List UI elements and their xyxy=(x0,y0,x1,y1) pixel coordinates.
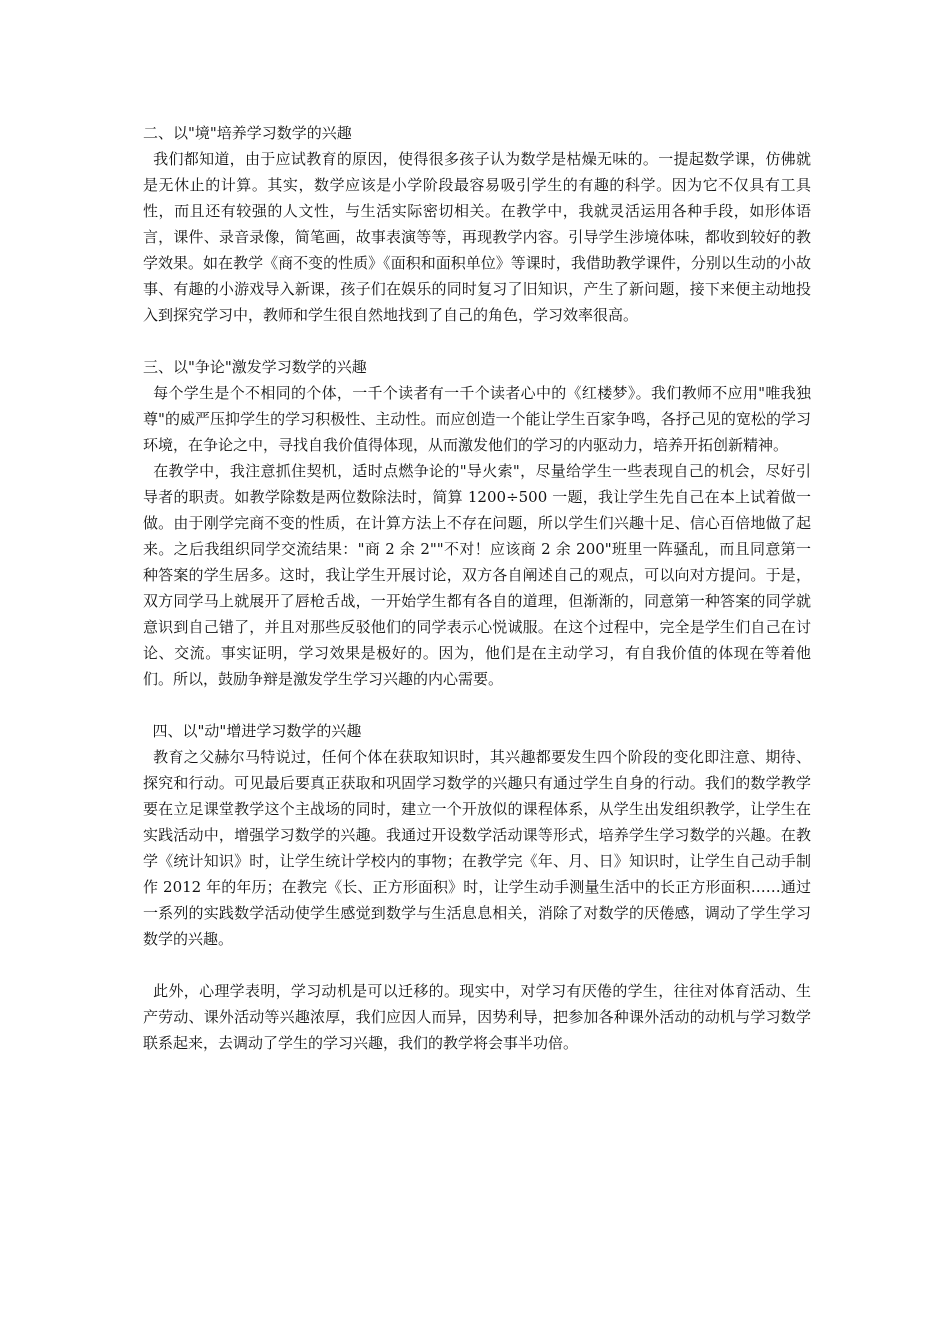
section-zhenglun xyxy=(143,354,811,692)
paragraph-spacer xyxy=(143,328,811,354)
body-paragraph: 教育之父赫尔马特说过，任何个体在获取知识时，其兴趣都要发生四个阶段的变化即注意、期待、探究和行动。可见最后要真正获取和巩固学习数学的兴趣只有通过学生自身的行动。我们的数学教学要在立足课堂教学这个主战场的同时，建立一个开放似的课程体系，从学生出发组织教学，让学生在实践活动中，增强学习数学的兴趣。我通过开设数学活动课等形式，培养学生学习数学的兴趣。在教学《统计知识》时，让学生统计学校内的事物；在教学完《年、月、日》知识时，让学生自己动手制作 2012 年的年历；在教完《长、正方形面积》时，让学生动手测量生活中的长正方形面积……通过一系列的实践数学活动使学生感觉到数学与生活息息相关，消除了对数学的厌倦感，调动了学生学习数学的兴趣。 xyxy=(143,748,811,948)
body-paragraph: 此外，心理学表明，学习动机是可以迁移的。现实中，对学习有厌倦的学生，往往对体育活动、生产劳动、课外活动等兴趣浓厚，我们应因人而异，因势利导，把参加各种课外活动的动机与学习数学联系起来，去调动了学生的学习兴趣，我们的教学将会事半功倍。 xyxy=(143,982,811,1052)
paragraph-spacer xyxy=(143,952,811,978)
body-paragraph: 我们都知道，由于应试教育的原因，使得很多孩子认为数学是枯燥无味的。一提起数学课，仿佛就是无休止的计算。其实，数学应该是小学阶段最容易吸引学生的有趣的科学。因为它不仅具有工具性，而且还有较强的人文性，与生活实际密切相关。在教学中，我就灵活运用各种手段，如形体语言，课件、录音录像，简笔画，故事表演等等，再现教学内容。引导学生涉境体味，都收到较好的教学效果。如在教学《商不变的性质》《面积和面积单位》等课时，我借助教学课件，分别以生动的小故事、有趣的小游戏导入新课，孩子们在娱乐的同时复习了旧知识，产生了新问题，接下来便主动地投入到探究学习中，教师和学生很自然地找到了自己的角色，学习效率很高。 xyxy=(143,150,811,324)
section-jing xyxy=(143,120,811,328)
section-heading: 三、以"争论"激发学习数学的兴趣 xyxy=(143,358,367,376)
section-dong xyxy=(143,718,811,952)
paragraph-spacer xyxy=(143,692,811,718)
section-heading: 二、以"境"培养学习数学的兴趣 xyxy=(143,124,352,142)
body-paragraph: 在教学中，我注意抓住契机，适时点燃争论的"导火索"，尽量给学生一些表现自己的机会，尽好引导者的职责。如教学除数是两位数除法时，简算 1200÷500 一题，我让学生先自己在本上试着做一做。由于刚学完商不变的性质，在计算方法上不存在问题，所以学生们兴趣十足、信心百倍地做了起来。之后我组织同学交流结果："商 2 余 2""不对！应该商 2 余 200"班里一阵骚乱，而且同意第一种答案的学生居多。这时，我让学生开展讨论，双方各自阐述自己的观点，可以向对方提问。于是，双方同学马上就展开了唇枪舌战，一开始学生都有各自的道理，但渐渐的，同意第一种答案的同学就意识到自己错了，并且对那些反驳他们的同学表示心悦诚服。在这个过程中，完全是学生们自己在讨论、交流。事实证明，学习效果是极好的。因为，他们是在主动学习，有自我价值的体现在等着他们。所以，鼓励争辩是激发学生学习兴趣的内心需要。 xyxy=(143,462,811,688)
body-paragraph: 每个学生是个不相同的个体，一千个读者有一千个读者心中的《红楼梦》。我们教师不应用"唯我独尊"的威严压抑学生的学习积极性、主动性。而应创造一个能让学生百家争鸣，各抒己见的宽松的学习环境，在争论之中，寻找自我价值得体现，从而激发他们的学习的内驱动力，培养开拓创新精神。 xyxy=(143,384,811,454)
section-conclusion xyxy=(143,978,811,1056)
section-heading: 四、以"动"增进学习数学的兴趣 xyxy=(143,722,362,740)
document-body xyxy=(143,120,811,1056)
